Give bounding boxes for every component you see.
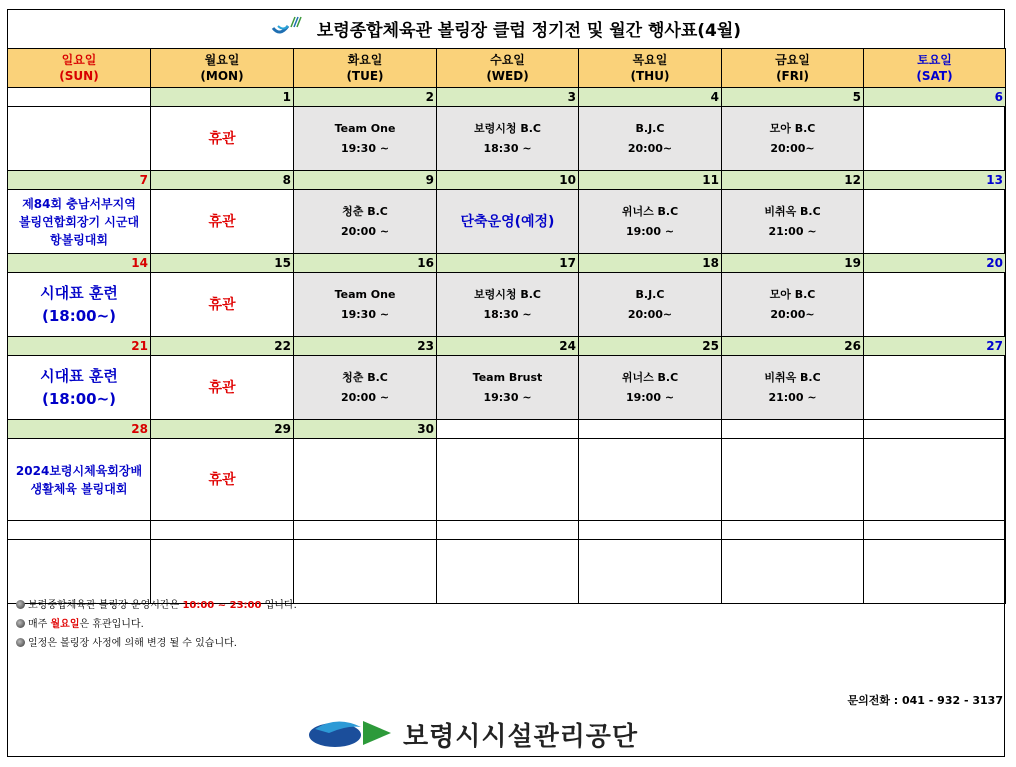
event-text: 볼링연합회장기 시군대 [18, 214, 140, 229]
weekday-header-tue [294, 49, 437, 88]
event-cell [722, 273, 864, 337]
date-cell: 2 [294, 88, 437, 107]
event-text: 시대표 훈련 [40, 366, 118, 385]
event-cell [437, 107, 579, 171]
event-text: 20:00~ [770, 141, 815, 155]
event-cell [579, 190, 722, 254]
blank-cell [294, 521, 437, 540]
weekday-header-thu [579, 49, 722, 88]
blank-cell [437, 521, 579, 540]
event-text: 생활체육 볼링대회 [30, 481, 128, 496]
event-text: 2024보령시체육회장배 [15, 463, 143, 478]
blank-cell [579, 540, 722, 604]
event-cell [151, 273, 294, 337]
weekday-abbr: (WED) [486, 69, 529, 83]
event-cell [579, 439, 722, 521]
date-cell: 24 [437, 337, 579, 356]
weekday-header-mon [151, 49, 294, 88]
event-cell [151, 356, 294, 420]
date-row [8, 337, 1006, 356]
date-cell [579, 420, 722, 439]
date-row [8, 420, 1006, 439]
blank-cell [8, 540, 151, 604]
event-text: 21:00 ~ [768, 390, 817, 404]
blank-row [8, 540, 1006, 604]
page-title: 보령종합체육관 볼링장 클럽 정기전 및 월간 행사표(4월) [316, 21, 742, 41]
event-text: 19:00 ~ [625, 390, 675, 404]
event-cell [437, 273, 579, 337]
event-cell [8, 273, 151, 337]
event-cell [437, 439, 579, 521]
event-row [8, 356, 1006, 420]
event-cell [579, 356, 722, 420]
event-text: 보령시청 B.C [474, 121, 541, 135]
event-text: 휴관 [208, 130, 236, 147]
event-cell [579, 273, 722, 337]
weekday-header-fri [722, 49, 864, 88]
event-text: 19:30 ~ [340, 307, 390, 321]
event-text: 19:00 ~ [625, 224, 675, 238]
date-cell: 5 [722, 88, 864, 107]
event-cell [722, 107, 864, 171]
event-text: 19:30 ~ [483, 390, 532, 404]
date-cell: 30 [294, 420, 437, 439]
event-cell [151, 107, 294, 171]
event-text: Team One [334, 121, 396, 135]
title-bar [7, 9, 1005, 48]
date-cell: 12 [722, 171, 864, 190]
weekday-name: 일요일 [61, 53, 97, 67]
date-cell: 25 [579, 337, 722, 356]
weekday-name: 토요일 [917, 53, 952, 67]
date-cell: 21 [8, 337, 151, 356]
footer-org [307, 715, 638, 753]
event-cell [437, 356, 579, 420]
weekday-abbr: (MON) [200, 69, 244, 83]
date-cell: 17 [437, 254, 579, 273]
event-text: 비취옥 B.C [764, 204, 821, 218]
event-row [8, 107, 1006, 171]
date-cell: 10 [437, 171, 579, 190]
event-text: 청춘 B.C [342, 204, 388, 218]
event-cell [294, 439, 437, 521]
date-cell: 15 [151, 254, 294, 273]
event-text: B.J.C [635, 287, 665, 301]
date-cell [864, 420, 1006, 439]
blank-cell [8, 521, 151, 540]
event-cell [722, 190, 864, 254]
event-text: 모아 B.C [769, 287, 816, 301]
weekday-abbr: (THU) [630, 69, 670, 83]
event-row [8, 439, 1006, 521]
event-text: 휴관 [208, 296, 236, 313]
note-change: 일정은 볼링장 사정에 의해 변경 될 수 있습니다. [16, 634, 297, 653]
event-text: (18:00~) [41, 306, 117, 325]
event-cell [579, 107, 722, 171]
event-text: 19:30 ~ [340, 141, 390, 155]
event-text: 위너스 B.C [621, 370, 679, 384]
event-text: (18:00~) [41, 389, 117, 408]
blank-row [8, 521, 1006, 540]
date-cell [722, 420, 864, 439]
notes [16, 596, 297, 653]
event-cell [864, 439, 1006, 521]
event-cell [864, 190, 1006, 254]
blank-cell [437, 540, 579, 604]
event-text: Team One [334, 287, 396, 301]
blank-cell [722, 540, 864, 604]
event-cell [151, 190, 294, 254]
date-row [8, 88, 1006, 107]
weekday-abbr: (TUE) [346, 69, 384, 83]
date-cell: 28 [8, 420, 151, 439]
weekday-name: 수요일 [490, 53, 525, 67]
event-text: 21:00 ~ [768, 224, 817, 238]
weekday-name: 화요일 [347, 53, 383, 67]
monthly-calendar [7, 48, 1006, 604]
event-cell [8, 190, 151, 254]
event-text: 비취옥 B.C [764, 370, 821, 384]
event-cell [8, 356, 151, 420]
event-text: 20:00~ [770, 307, 815, 321]
event-cell [8, 107, 151, 171]
date-cell: 23 [294, 337, 437, 356]
event-cell [151, 439, 294, 521]
bowling-logo-icon [271, 15, 303, 42]
event-text: Team Brust [472, 370, 543, 384]
date-cell: 27 [864, 337, 1006, 356]
blank-cell [864, 521, 1006, 540]
contact-phone: 문의전화 : 041 - 932 - 3137 [847, 694, 1003, 707]
weekday-abbr: (SAT) [916, 69, 953, 83]
event-row [8, 190, 1006, 254]
weekday-name: 금요일 [775, 53, 810, 67]
event-cell [864, 356, 1006, 420]
bullet-icon [16, 619, 25, 628]
blank-cell [151, 540, 294, 604]
date-cell: 7 [8, 171, 151, 190]
date-cell: 22 [151, 337, 294, 356]
event-text: 단축운영(예정) [460, 213, 555, 230]
weekday-header-sat [864, 49, 1006, 88]
event-cell [294, 107, 437, 171]
weekday-header-wed [437, 49, 579, 88]
note-hours: 보령종합체육관 볼링장 운영시간은 10:00 ~ 23:00 입니다. [16, 596, 297, 615]
event-text: 위너스 B.C [621, 204, 679, 218]
date-row [8, 171, 1006, 190]
event-text: 시대표 훈련 [40, 283, 118, 302]
event-cell [722, 356, 864, 420]
event-cell [437, 190, 579, 254]
date-cell: 18 [579, 254, 722, 273]
blank-cell [579, 521, 722, 540]
date-cell [437, 420, 579, 439]
event-text: 휴관 [208, 379, 236, 396]
date-cell: 14 [8, 254, 151, 273]
weekday-abbr: (FRI) [776, 69, 809, 83]
blank-cell [864, 540, 1006, 604]
event-cell [864, 273, 1006, 337]
event-text: 모아 B.C [769, 121, 816, 135]
date-cell: 26 [722, 337, 864, 356]
weekday-header-row [8, 49, 1006, 88]
weekday-name: 목요일 [632, 53, 668, 67]
blank-cell [722, 521, 864, 540]
date-cell: 1 [151, 88, 294, 107]
date-cell: 20 [864, 254, 1006, 273]
event-text: 18:30 ~ [483, 141, 532, 155]
date-cell [8, 88, 151, 107]
event-text: 휴관 [208, 213, 236, 230]
org-name: 보령시시설관리공단 [403, 721, 639, 752]
event-text: 20:00~ [627, 307, 673, 321]
org-logo-icon [307, 715, 393, 753]
event-row [8, 273, 1006, 337]
event-text: 휴관 [208, 471, 236, 488]
date-cell: 6 [864, 88, 1006, 107]
event-cell [294, 356, 437, 420]
date-row [8, 254, 1006, 273]
date-cell: 11 [579, 171, 722, 190]
note-closed-day: 매주 월요일은 휴관입니다. [16, 615, 297, 634]
event-text: 제84회 충남서부지역 [22, 196, 136, 211]
event-cell [294, 273, 437, 337]
weekday-abbr: (SUN) [59, 69, 99, 83]
date-cell: 13 [864, 171, 1006, 190]
event-text: 20:00 ~ [340, 224, 390, 238]
event-text: B.J.C [635, 121, 665, 135]
date-cell: 8 [151, 171, 294, 190]
date-cell: 19 [722, 254, 864, 273]
event-cell [8, 439, 151, 521]
bullet-icon [16, 600, 25, 609]
event-text: 청춘 B.C [342, 370, 388, 384]
event-text: 항볼링대회 [50, 232, 108, 247]
date-cell: 4 [579, 88, 722, 107]
event-text: 18:30 ~ [483, 307, 532, 321]
event-cell [294, 190, 437, 254]
weekday-header-sun [8, 49, 151, 88]
event-cell [722, 439, 864, 521]
date-cell: 3 [437, 88, 579, 107]
blank-cell [151, 521, 294, 540]
event-text: 보령시청 B.C [474, 287, 541, 301]
event-cell [864, 107, 1006, 171]
event-text: 20:00 ~ [340, 390, 390, 404]
bullet-icon [16, 638, 25, 647]
date-cell: 29 [151, 420, 294, 439]
date-cell: 9 [294, 171, 437, 190]
weekday-name: 월요일 [204, 53, 240, 67]
date-cell: 16 [294, 254, 437, 273]
event-text: 20:00~ [627, 141, 673, 155]
blank-cell [294, 540, 437, 604]
